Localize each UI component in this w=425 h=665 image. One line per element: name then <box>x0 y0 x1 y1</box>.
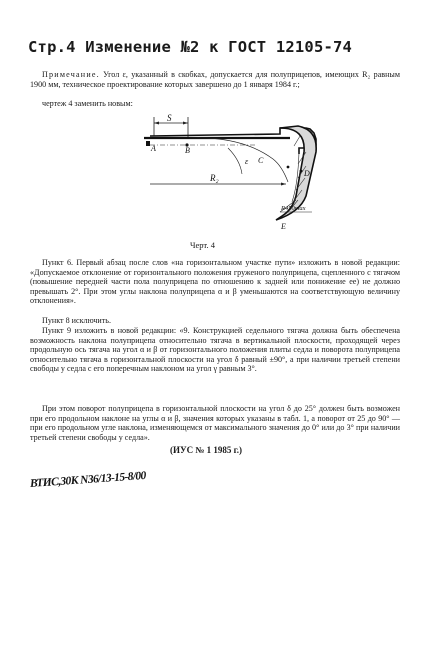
note-text: Угол ε, указанный в скобках, допускается для полуприцепов, имеющих R₂ равным 1900 мм, техническое проектирование которых завершено до 1 января 1984 г.; <box>30 70 400 89</box>
figure-4-drawing <box>130 112 380 230</box>
page-title: Стр.4 Изменение №2 к ГОСТ 12105-74 <box>28 38 353 56</box>
label-r2: R₂ <box>210 173 219 183</box>
archive-stamp: ВТИС,30К N36/13-15-8/00 <box>29 469 147 490</box>
label-a: A <box>151 144 156 153</box>
label-c: C <box>258 156 264 165</box>
paragraph-9-continuation: При этом поворот полуприцепа в горизонтальной плоскости на угол δ до 25° должен быть возможен при его продольном наклоне на углы α и β, значения которых указаны в табл. 1, а поворот от 25 до 90° — при его продольном угле наклона, изменяющемся от максимального значения до 0° или до 3° при наличии третьей степени свободы у седла». <box>30 404 400 442</box>
note-label: Примечание. <box>42 70 100 79</box>
label-eps: ε <box>245 157 249 166</box>
ius-reference: (ИУС № 1 1985 г.) <box>170 445 242 455</box>
label-b: B <box>185 146 190 155</box>
paragraph-9: Пункт 9 изложить в новой редакции: «9. Конструкцией седельного тягача должна быть обеспечена возможность наклона полуприцепа относительно тягача в вертикальной плоскости, проходящей через продольную ось тягача на угол α и β от горизонтального положения плиты седла и поворота полуприцепа относительно тягача в горизонтальной плоскости на угол δ равный ±90°, а при наличии третьей степени свободы у седла с его поперечным наклоном на угол γ равным 3°. <box>30 326 400 374</box>
note-paragraph <box>30 70 400 89</box>
drawing-instruction: чертеж 4 заменить новым: <box>42 99 133 108</box>
label-s: S <box>167 113 172 123</box>
label-d: D <box>304 169 310 178</box>
paragraph-6: Пункт 6. Первый абзац после слов «на горизонтальном участке пути» изложить в новой редакции: «Допускаемое отклонение от горизонтального положения груженого полуприцепа, сцепленного с тягачом (повышение передней части пола полуприцепа по отношению к задней или понижение ее) не должно превышать 2°. При этом углы наклона полуприцепа α и β уменьшаются на соответствующую величину отклонения». <box>30 258 400 306</box>
paragraph-8: Пункт 8 исключить. <box>42 316 111 325</box>
label-r450max: R450max <box>281 205 306 212</box>
figure-caption: Черт. 4 <box>190 240 216 250</box>
label-e: E <box>281 222 286 230</box>
